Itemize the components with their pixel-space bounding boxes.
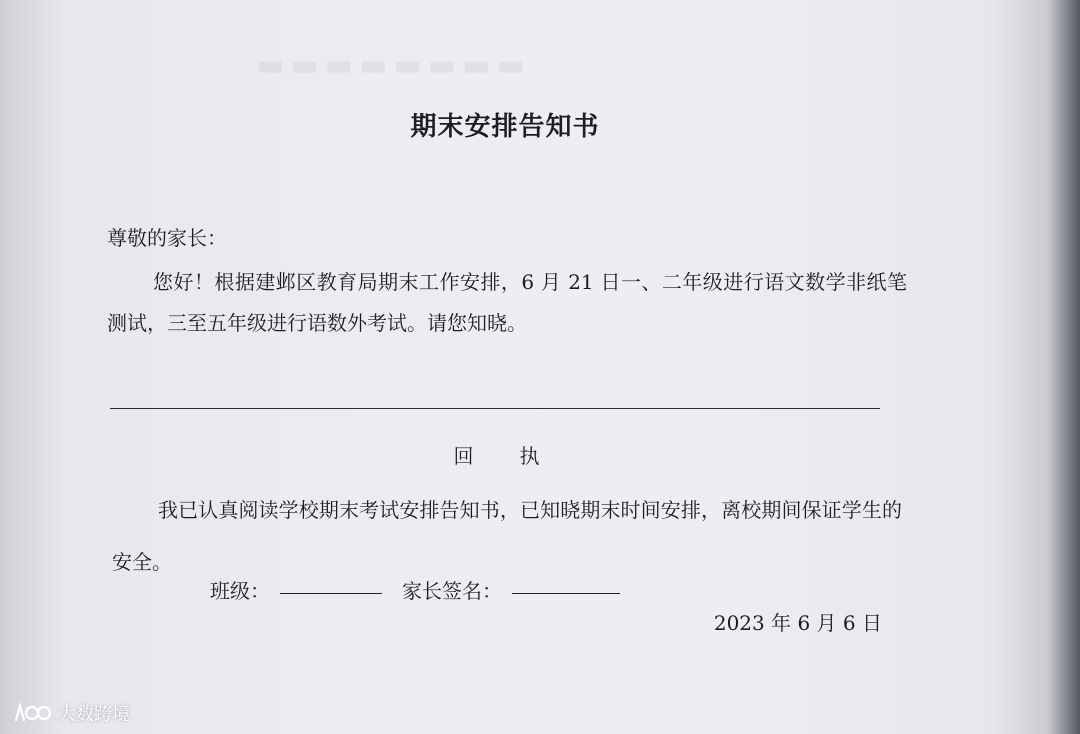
receipt-title: 回 执 [453, 444, 542, 468]
parent-sign-blank-line[interactable] [512, 593, 620, 594]
greeting: 尊敬的家长： [107, 226, 227, 250]
page-edge-shadow [1048, 0, 1080, 734]
logo-icon [12, 702, 52, 724]
document-title: 期末安排告知书 [410, 112, 600, 142]
receipt-body: 我已认真阅读学校期末考试安排告知书，已知晓期末时间安排，离校期间保证学生的安全。 [112, 498, 902, 574]
notice-paragraph: 您好！根据建邺区教育局期末工作安排，6 月 21 日一、二年级进行语文数学非纸笔测试，三至五年级进行语数外考试。请您知晓。 [107, 270, 907, 335]
parent-sign-label: 家长签名： [402, 579, 502, 603]
show-through-text: ▬▬▬▬▬▬▬▬ [250, 48, 525, 83]
class-blank-line[interactable] [280, 593, 382, 594]
document-date: 2023 年 6 月 6 日 [713, 611, 882, 635]
cut-line-divider [110, 408, 880, 409]
signature-fields [210, 575, 640, 604]
watermark [12, 700, 130, 726]
class-label: 班级： [210, 579, 270, 603]
watermark-text: 大数跨境 [58, 704, 130, 725]
